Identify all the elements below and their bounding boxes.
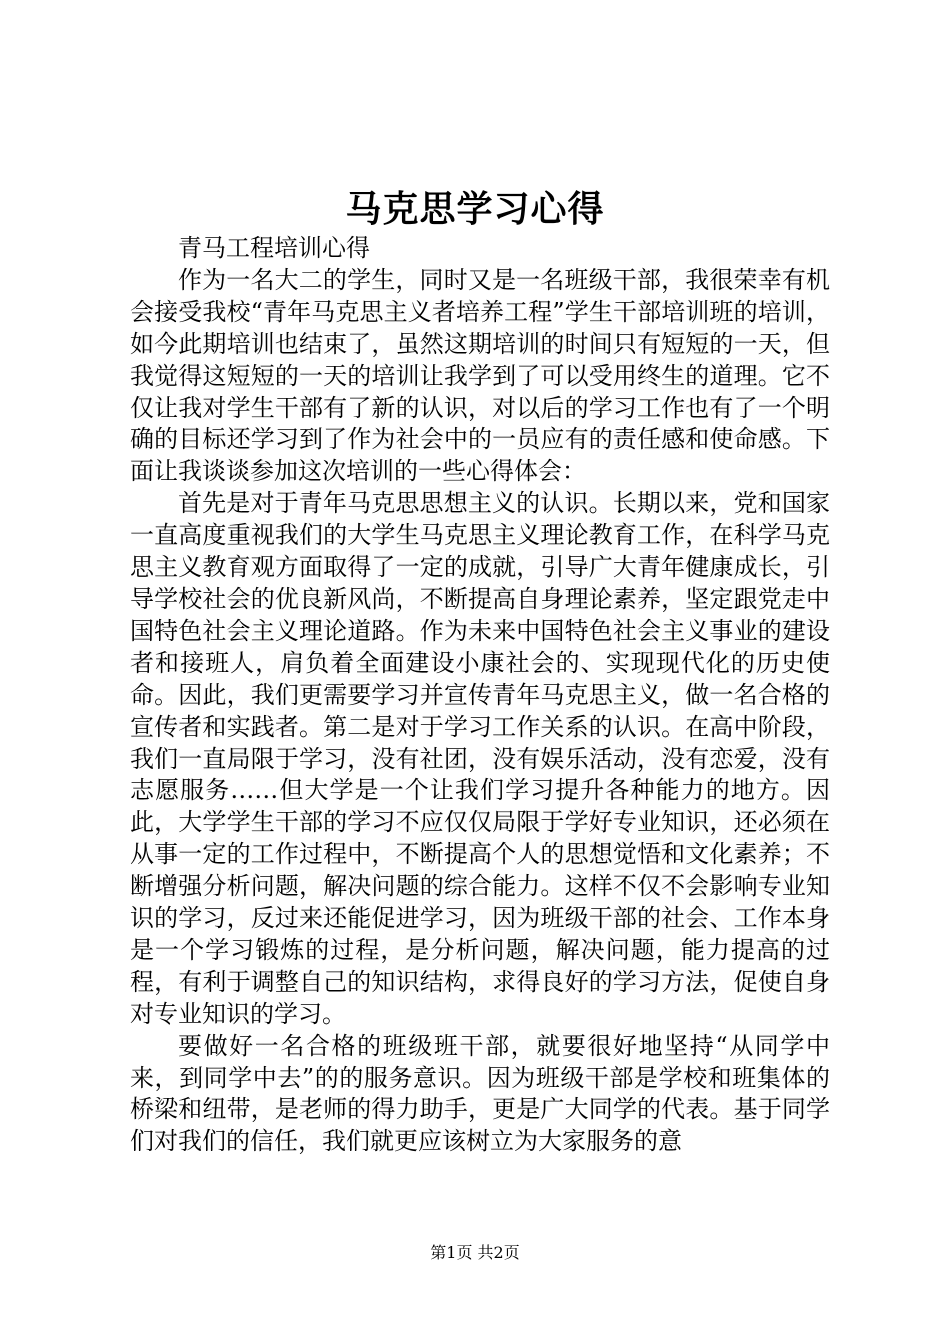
document-body — [130, 233, 830, 1158]
body-paragraph: 首先是对于青年马克思思想主义的认识。长期以来，党和国家一直高度重视我们的大学生马克思主义理论教育工作，在科学马克思主义教育观方面取得了一定的成就，引导广大青年健康成长，引导学校社会的优良新风尚，不断提高自身理论素养，坚定跟党走中国特色社会主义理论道路。作为未来中国特色社会主义事业的建设者和接班人，肩负着全面建设小康社会的、实现现代化的历史使命。因此，我们更需要学习并宣传青年马克思主义，做一名合格的宣传者和实践者。第二是对于学习工作关系的认识。在高中阶段，我们一直局限于学习，没有社团，没有娱乐活动，没有恋爱，没有志愿服务……但大学是一个让我们学习提升各种能力的地方。因此，大学学生干部的学习不应仅仅局限于学好专业知识，还必须在从事一定的工作过程中，不断提高个人的思想觉悟和文化素养；不断增强分析问题，解决问题的综合能力。这样不仅不会影响专业知识的学习，反过来还能促进学习，因为班级干部的社会、工作本身是一个学习锻炼的过程，是分析问题，解决问题，能力提高的过程，有利于调整自己的知识结构，求得良好的学习方法，促使自身对专业知识的学习。 — [130, 489, 830, 1028]
page-number-footer: 第1页 共2页 — [430, 1243, 520, 1262]
body-paragraph: 青马工程培训心得 — [178, 234, 370, 262]
body-paragraph: 作为一名大二的学生，同时又是一名班级干部，我很荣幸有机会接受我校“青年马克思主义者培养工程”学生干部培训班的培训，如今此期培训也结束了，虽然这期培训的时间只有短短的一天，但我觉得这短短的一天的培训让我学到了可以受用终生的道理。它不仅让我对学生干部有了新的认识，对以后的学习工作也有了一个明确的目标还学习到了作为社会中的一员应有的责任感和使命感。下面让我谈谈参加这次培训的一些心得体会： — [130, 265, 830, 486]
document-title: 马克思学习心得 — [345, 188, 605, 230]
body-paragraph: 要做好一名合格的班级班干部，就要很好地坚持“从同学中来，到同学中去”的的服务意识。因为班级干部是学校和班集体的桥梁和纽带，是老师的得力助手，更是广大同学的代表。基于同学们对我们的信任，我们就更应该树立为大家服务的意 — [130, 1031, 830, 1156]
